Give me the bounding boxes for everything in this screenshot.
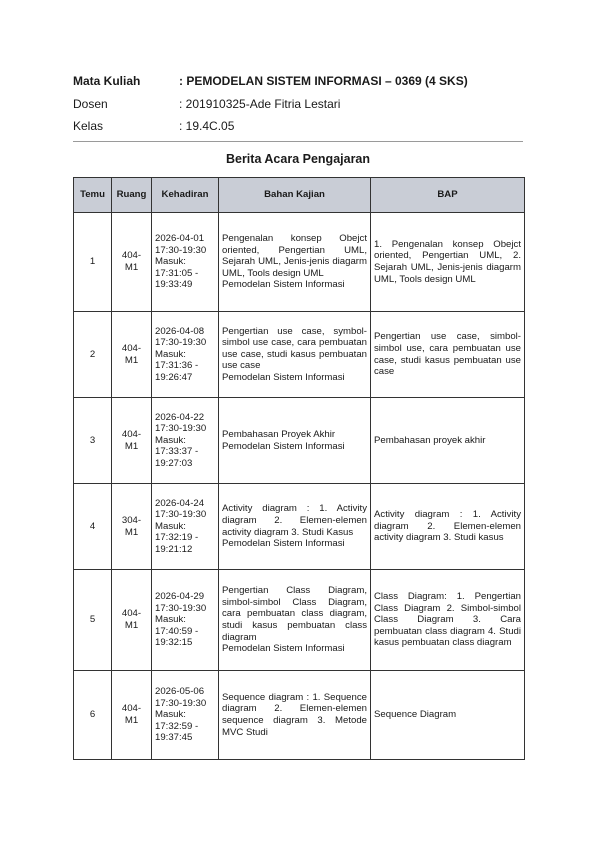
topic-cell [219, 484, 371, 570]
temu-cell: 6 [74, 671, 112, 760]
topic-text: Pembahasan Proyek Akhir [222, 428, 336, 440]
topic-cell [219, 570, 371, 671]
topic-course: Pemodelan Sistem Informasi [222, 371, 345, 383]
bap-cell: Activity diagram : 1. Activity diagram 2. Elemen-elemen activity diagram 3. Studi kasus [371, 484, 525, 570]
topic-text: Activity diagram : 1. Activity diagram 2. Elemen-elemen activity diagram 3. Studi Kasus [222, 503, 367, 538]
teaching-record-table [73, 177, 525, 760]
table-row [74, 484, 525, 570]
room-cell: 404- M1 [112, 398, 152, 484]
attendance-cell: 2026-04-29 17:30-19:30 Masuk: 17:40:59 - 19:32:15 [152, 570, 219, 671]
bap-cell: Pengertian use case, simbol-simbol use, cara pembuatan use case, studi kasus pembuatan use case [371, 312, 525, 398]
bap-cell: Sequence Diagram [371, 671, 525, 760]
topic-cell [219, 671, 371, 760]
class-value: : 19.4C.05 [179, 119, 235, 134]
temu-cell: 1 [74, 213, 112, 312]
topic-course: Pemodelan Sistem Informasi [222, 279, 345, 291]
topic-text: Sequence diagram : 1. Sequence diagram 2. Elemen-elemen sequence diagram 3. Metode MVC Studi [222, 691, 367, 738]
course-row [73, 70, 523, 93]
topic-cell [219, 213, 371, 312]
col-header-kehadiran: Kehadiran [152, 178, 219, 213]
topic-course: Pemodelan Sistem Informasi [222, 538, 345, 550]
room-cell: 404- M1 [112, 312, 152, 398]
temu-cell: 5 [74, 570, 112, 671]
table-row [74, 570, 525, 671]
topic-course: Pemodelan Sistem Informasi [222, 643, 345, 655]
attendance-cell: 2026-04-22 17:30-19:30 Masuk: 17:33:37 - 19:27:03 [152, 398, 219, 484]
lecturer-label: Dosen [73, 96, 108, 111]
topic-text: Pengertian Class Diagram, simbol-simbol Class Diagram, cara pembuatan class diagram, studi kasus pembuatan class diagram [222, 585, 367, 643]
course-meta [73, 70, 523, 138]
course-label: Mata Kuliah [73, 74, 141, 89]
col-header-bap: BAP [371, 178, 525, 213]
lecturer-row [73, 93, 523, 116]
class-row [73, 115, 523, 138]
bap-cell: Class Diagram: 1. Pengertian Class Diagram 2. Simbol-simbol Class Diagram 3. Cara pembuatan class diagram 4. Studi kasus pembuatan class diagram [371, 570, 525, 671]
room-cell: 404- M1 [112, 213, 152, 312]
col-header-bahan-kajian: Bahan Kajian [219, 178, 371, 213]
table-header-row [74, 178, 525, 213]
topic-text: Pengenalan konsep Obejct oriented, Pengertian UML, Sejarah UML, Jenis-jenis diagarm UML, Tools design UML [222, 233, 367, 279]
document-title: Berita Acara Pengajaran [225, 152, 371, 166]
table-row [74, 213, 525, 312]
attendance-cell: 2026-04-08 17:30-19:30 Masuk: 17:31:36 - 19:26:47 [152, 312, 219, 398]
room-cell: 404- M1 [112, 671, 152, 760]
col-header-ruang: Ruang [112, 178, 152, 213]
col-header-temu: Temu [74, 178, 112, 213]
lecturer-value: : 201910325-Ade Fitria Lestari [179, 96, 341, 111]
attendance-cell: 2026-04-01 17:30-19:30 Masuk: 17:31:05 - 19:33:49 [152, 213, 219, 312]
bap-cell: 1. Pengenalan konsep Obejct oriented, Pengertian UML, 2. Sejarah UML, Jenis-jenis diagarm UML, Tools design UML [371, 213, 525, 312]
course-value: : PEMODELAN SISTEM INFORMASI – 0369 (4 SKS) [179, 74, 468, 89]
attendance-cell: 2026-05-06 17:30-19:30 Masuk: 17:32:59 - 19:37:45 [152, 671, 219, 760]
topic-cell [219, 398, 371, 484]
table-row [74, 312, 525, 398]
attendance-cell: 2026-04-24 17:30-19:30 Masuk: 17:32:19 - 19:21:12 [152, 484, 219, 570]
table-row [74, 671, 525, 760]
topic-text: Pengertian use case, symbol-simbol use case, cara pembuatan use case, studi kasus pembuatan use case [222, 325, 367, 372]
room-cell: 404- M1 [112, 570, 152, 671]
temu-cell: 3 [74, 398, 112, 484]
temu-cell: 2 [74, 312, 112, 398]
temu-cell: 4 [74, 484, 112, 570]
header-divider [73, 141, 523, 142]
topic-cell [219, 312, 371, 398]
topic-course: Pemodelan Sistem Informasi [222, 440, 345, 452]
room-cell: 304- M1 [112, 484, 152, 570]
bap-cell: Pembahasan proyek akhir [371, 398, 525, 484]
class-label: Kelas [73, 119, 104, 134]
table-row [74, 398, 525, 484]
